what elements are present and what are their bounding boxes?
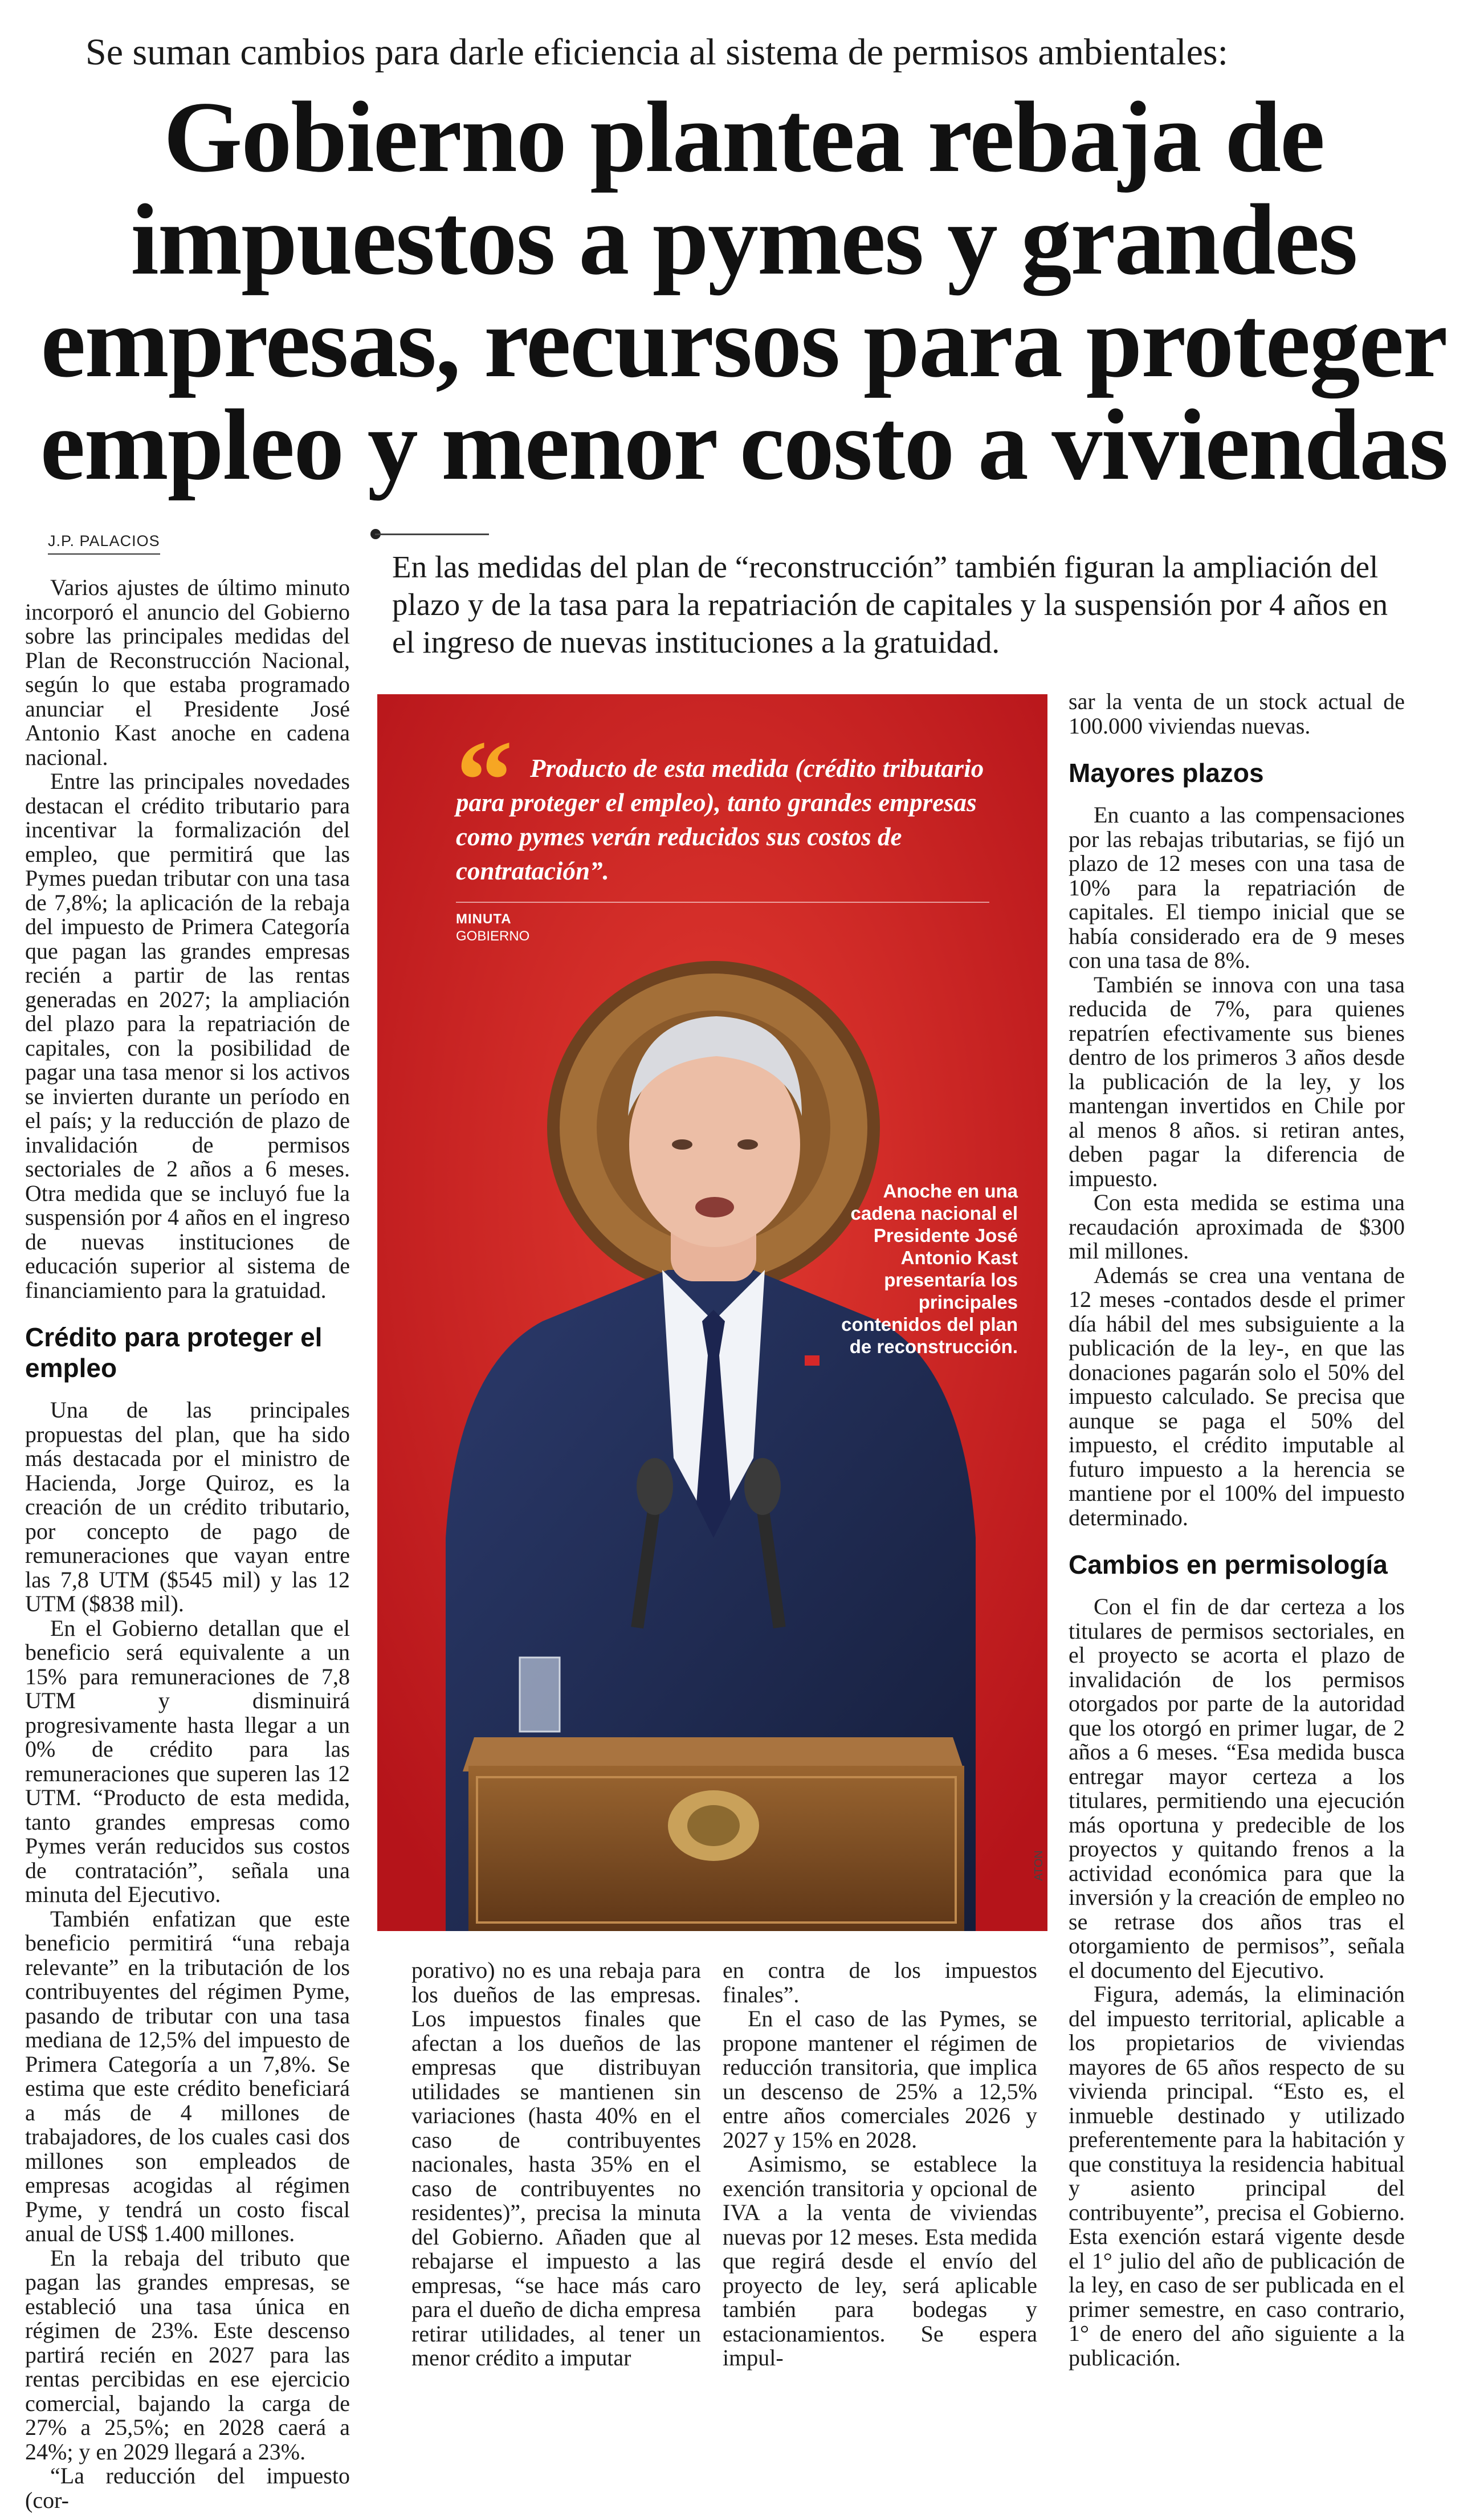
paragraph: Varios ajustes de último minuto incorporó el anuncio del Gobierno sobre las principales medidas del Plan de Reconstrucción Nacional, según lo que estaba programado anunciar el Presidente José Antonio Kast anoche en cadena nacional. [25,575,350,770]
photo-credit: ATON [1033,1850,1045,1881]
water-glass-icon [520,1657,560,1732]
section-heading: Cambios en permisología [1069,1550,1388,1579]
deck-rule [375,533,489,535]
pull-quote: Producto de esta medida (crédito tributario para proteger el empleo), tanto grandes empresas como pymes verán reducidos sus costos de contratación”. [456,754,984,885]
paragraph: En cuanto a las compensaciones por las rebajas tributarias, se fijó un plazo de 12 meses con una tasa de 10% para la repatriación de capitales. El tiempo inicial que se había considerado era de 9 meses con una tasa de 8%. [1069,802,1405,973]
paragraph: Además se crea una ventana de 12 meses -contados desde el primer día hábil del mes subsiguiente a la publicación de la ley-, en que las donaciones pagarán solo el 50% del impuesto calculado. Se precisa que aunque se paga el 50% del impuesto, el crédito imputable al futuro impuesto a la herencia se mantiene por el 100% del impuesto determinado. [1069,1262,1405,1530]
paragraph: También se innova con una tasa reducida de 7%, para quienes repatríen efectivamente sus bienes dentro de los primeros 3 años desde la publicación de la ley, y los mantengan invertidos en Chile por al menos 8 años. si retiran antes, deben pagar la diferencia de impuesto. [1069,971,1405,1191]
photo-caption: Anoche en una cadena nacional el Presidente José Antonio Kast presentaría los principales contenidos del plan de reconstrucción. [841,1180,1018,1357]
article-column-3 [723,1958,1037,2371]
paragraph: Figura, además, la eliminación del impuesto territorial, aplicable a los propietarios de viviendas mayores de 65 años respecto de su vivienda principal. “Esto es, el inmueble destinado y utilizado preferentemente para la habitación y que constituya la residencia habitual y asiento principal del contribuyente”, precisa el Gobierno. Esta exención estará vigente desde el 1° julio del año de publicación de la ley, en caso de ser publicada en el primer semestre, en caso contrario, 1° de enero del año siguiente a la publicación. [1069,1981,1405,2371]
article-kicker: Se suman cambios para darle eficiencia al sistema de permisos ambientales: [85,31,1228,73]
quote-mark-icon: “ [456,718,513,844]
paragraph: porativo) no es una rebaja para los dueños de las empresas. Los impuestos finales que afectan a los dueños de las empresas que distribuyan utilidades se mantienen sin variaciones (hasta 40% en el caso de contribuyentes nacionales, hasta 35% en el caso de contribuyentes no residentes)”, precisa la minuta del Gobierno. Añaden que al rebajarse el impuesto a las empresas, “se hace más caro para el dueño de dicha empresa retirar utilidades, al tener un menor crédito a imputar [411,1957,701,2371]
article-column-4 [1069,690,1405,2370]
paragraph: en contra de los impuestos finales”. [723,1957,1037,2007]
paragraph: Una de las principales propuestas del plan, que ha sido más destacada por el ministro de Hacienda, Jorge Quiroz, es la creación de un crédito tributario, por concepto de pago de remuneraciones que vayan entre las 7,8 UTM ($545 mil) y las 12 UTM ($838 mil). [25,1397,350,1616]
podium [463,1737,964,1931]
section-heading: Mayores plazos [1069,758,1264,788]
pull-quote-source-name: MINUTA [456,911,512,927]
paragraph: Entre las principales novedades destacan el crédito tributario para incentivar la formalización del empleo, que permitirá que las Pymes puedan tributar con una tasa de 7,8%; la aplicación de la rebaja del impuesto de Primera Categoría que pagan las grandes empresas recién a partir de las rentas generadas en 2027; la ampliación del plazo para la repatriación de capitales, con la posibilidad de pagar una tasa menor si los activos se invierten durante un período en el país; y la reducción de plazo de invalidación de permisos sectoriales de 2 años a 6 meses. Otra medida que se incluyó fue la suspensión por 4 años en el ingreso de nuevas instituciones de educación superior al sistema de financiamiento para la gratuidad. [25,768,350,1303]
paragraph: En el Gobierno detallan que el beneficio será equivalente a un 15% para remuneraciones de 7,8 UTM y disminuirá progresivamente hasta llegar a un 0% de crédito para las remuneraciones que superen las 12 UTM. “Producto de esta medida, tanto grandes empresas como Pymes verán reducidos sus costos de contratación”, señala una minuta del Ejecutivo. [25,1615,350,1907]
paragraph: En el caso de las Pymes, se propone mantener el régimen de reducción transitoria, que implica un descenso de 25% a 12,5% entre años comerciales 2026 y 2027 y 15% en 2028. [723,2006,1037,2153]
pull-quote-source-org: GOBIERNO [456,928,530,944]
paragraph: sar la venta de un stock actual de 100.000 viviendas nuevas. [1069,689,1405,739]
pull-quote-source [456,911,529,945]
article-byline: J.P. PALACIOS [48,532,160,555]
pull-quote-rule [456,902,989,903]
paragraph: Asimismo, se establece la exención transitoria y opcional de IVA a la venta de viviendas nuevas por 12 meses. Esta medida que regirá desde el envío del proyecto de ley, será aplicable también para bodegas y estacionamientos. Se espera impul- [723,2151,1037,2371]
paragraph: Con el fin de dar certeza a los titulares de permisos sectoriales, en el proyecto se acorta el plazo de invalidación de los permisos otorgados por parte de la autoridad que los otorgó en primer lugar, de 2 años a 6 meses. “Esa medida busca entregar mayor certeza a los titulares, permitiendo una ejecución más oportuna y predecible de los proyectos y quitando frenos a la actividad económica para que la inversión y la creación de empleo no se retrase dos años tras el otorgamiento de permisos”, señala el documento del Ejecutivo. [1069,1594,1405,1983]
article-headline: Gobierno plantea rebaja de impuestos a pymes y grandes empresas, recursos para proteger empleo y menor costo a viviendas [40,80,1448,501]
paragraph: En la rebaja del tributo que pagan las grandes empresas, se estableció una tasa única en régimen de 23%. Este descenso partirá recién en 2027 para las rentas percibidas en ese ejercicio comercial, bajando la carga de 27% a 25,5%; en 2028 caerá a 24%; y en 2029 llegará a 23%. [25,2245,350,2465]
article-column-1 [25,576,350,2512]
paragraph: “La reducción del impuesto (cor- [25,2463,350,2513]
paragraph: También enfatizan que este beneficio permitirá “una rebaja relevante” en la tributación de los contribuyentes del régimen Pyme, pasando de tributar con una tasa mediana de 12,5% del impuesto de Primera Categoría a un 7,8%. Se estima que este crédito beneficiará a más de 4 millones de trabajadores, de los cuales casi dos millones son empleados de empresas acogidas al régimen Pyme, y tendrá un costo fiscal anual de US$ 1.400 millones. [25,1905,350,2246]
article-deck: En las medidas del plan de “reconstrucción” también figuran la ampliación del plazo y de la tasa para la repatriación de capitales y la suspensión por 4 años en el ingreso de nuevas instituciones a la gratuidad. [392,549,1388,659]
section-heading: Crédito para proteger el empleo [25,1322,323,1383]
article-column-2 [411,1958,701,2371]
paragraph: Con esta medida se estima una recaudación aproximada de $300 mil millones. [1069,1190,1405,1264]
